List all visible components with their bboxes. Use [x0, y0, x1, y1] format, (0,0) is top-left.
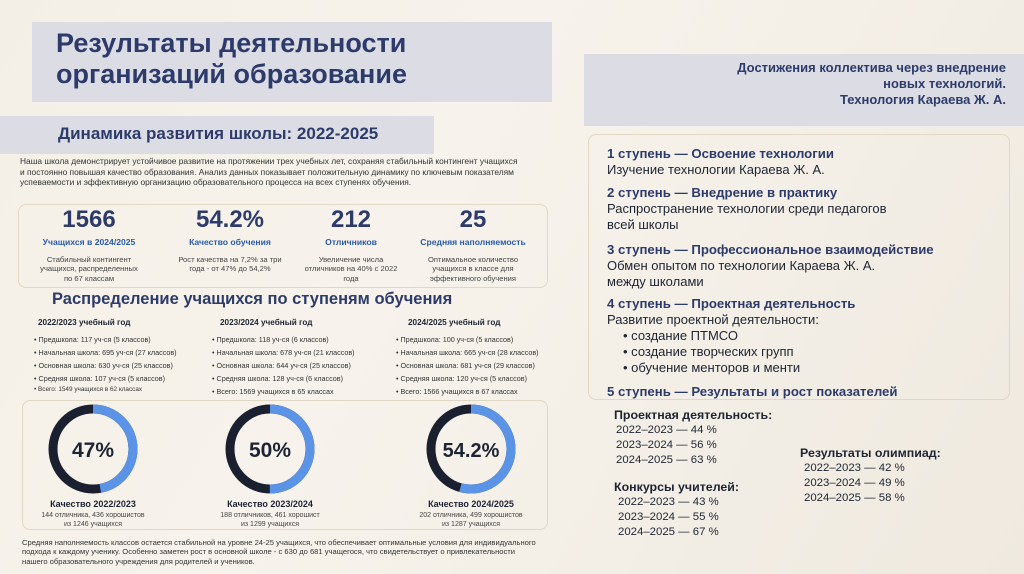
year-column-2022 — [34, 318, 224, 395]
list-item: • Основная школа: 630 уч-ся (25 классов) — [34, 359, 224, 372]
results-line: 2023–2024 — 56 % — [616, 439, 717, 451]
results-contests — [614, 480, 739, 540]
right-header-line2: новых технологий. — [883, 76, 1006, 91]
quality-donut-2024 — [391, 401, 551, 529]
stat-value: 54.2% — [195, 206, 265, 233]
page-title — [32, 22, 552, 102]
stat-note: Стабильный контингент учащихся, распределенных по 67 классам — [40, 255, 138, 283]
step-title: 1 ступень — Освоение технологии — [607, 146, 834, 161]
results-projects — [614, 408, 772, 468]
list-item: • Начальная школа: 665 уч-ся (28 классов) — [396, 346, 586, 359]
step-2 — [607, 184, 1007, 233]
intro-text: Наша школа демонстрирует устойчивое развитие на протяжении трех учебных лет, сохраняя стабильный контингент учащихся и постоянно повышая качество образования. Анализ данных показывает положительную динамику по ключевым показателям успеваемости и эффективную организацию образовательного процесса на всех ступенях обучения. — [20, 156, 518, 188]
step-body: между школами — [607, 274, 704, 289]
step-title: 2 ступень — Внедрение в практику — [607, 185, 838, 200]
year-column-2024 — [396, 318, 586, 398]
right-header-line3: Технология Караева Ж. А. — [839, 92, 1006, 107]
donut-chart — [222, 401, 318, 497]
list-item: • Предшкола: 118 уч-ся (6 классов) — [212, 333, 402, 346]
stat-excellent — [301, 205, 401, 283]
results-line: 2024–2025 — 58 % — [804, 492, 905, 504]
donut-value: 47% — [71, 439, 115, 462]
stat-value: 212 — [330, 206, 372, 233]
list-item: • Средняя школа: 128 уч-ся (6 классов) — [212, 372, 402, 385]
list-item: • Начальная школа: 695 уч-ся (27 классов) — [34, 346, 224, 359]
stat-note: Оптимальное количество учащихся в классе для эффективного обучения — [427, 255, 519, 283]
donut-label: Качество 2023/2024 — [227, 499, 313, 509]
results-line: 2023–2024 — 55 % — [618, 511, 719, 523]
stat-note: Рост качества на 7,2% за три года - от 47% до 54,2% — [178, 255, 282, 274]
step-body: Изучение технологии Караева Ж. А. — [607, 162, 825, 177]
stat-quality — [165, 205, 295, 274]
results-line: 2022–2023 — 43 % — [618, 496, 719, 508]
year-heading: 2024/2025 учебный год — [408, 318, 501, 327]
step-list — [607, 328, 1007, 376]
step-title: 5 ступень — Результаты и рост показателей — [607, 384, 898, 399]
step-4 — [607, 295, 1007, 376]
results-title: Проектная деятельность: — [614, 408, 773, 422]
stat-students — [19, 205, 159, 283]
results-title: Конкурсы учителей: — [614, 480, 740, 494]
donut-note: 188 отличников, 461 хорошист из 1299 учащихся — [220, 512, 320, 528]
list-item: • Начальная школа: 678 уч-ся (21 классов) — [212, 346, 402, 359]
quality-donuts-panel — [22, 400, 548, 530]
list-item: • Средняя школа: 120 уч-ся (5 классов) — [396, 372, 586, 385]
step-5 — [607, 383, 1007, 400]
donut-value: 50% — [248, 439, 292, 462]
year-total: • Всего: 1549 учащихся в 62 классах — [34, 385, 224, 395]
step-body: Обмен опытом по технологии Караева Ж. А. — [607, 258, 876, 273]
year-heading: 2022/2023 учебный год — [38, 318, 131, 327]
distribution-title: Распределение учащихся по ступеням обучения — [52, 290, 453, 308]
donut-chart — [423, 401, 519, 497]
donut-label: Качество 2024/2025 — [428, 499, 514, 509]
donut-value: 54.2% — [442, 440, 500, 462]
list-item: • Предшкола: 117 уч-ся (5 классов) — [34, 333, 224, 346]
step-title: 4 ступень — Проектная деятельность — [607, 296, 856, 311]
list-item: • создание ПТМСО — [623, 328, 1007, 344]
list-item: • Всего: 1569 учащихся в 65 классах — [212, 385, 402, 398]
step-body: Развитие проектной деятельности: — [607, 312, 819, 327]
right-header — [584, 54, 1024, 126]
list-item: • Средняя школа: 107 уч-ся (5 классов) — [34, 372, 224, 385]
stat-label: Учащихся в 2024/2025 — [42, 237, 136, 247]
results-line: 2024–2025 — 67 % — [618, 526, 719, 538]
step-3 — [607, 241, 1007, 290]
steps-panel — [588, 134, 1010, 400]
stat-value: 1566 — [62, 206, 116, 233]
list-item: • Основная школа: 644 уч-ся (25 классов) — [212, 359, 402, 372]
list-item: • Предшкола: 100 уч-ся (5 классов) — [396, 333, 586, 346]
results-line: 2022–2023 — 42 % — [804, 462, 905, 474]
stat-value: 25 — [459, 206, 487, 233]
results-line: 2024–2025 — 63 % — [616, 454, 717, 466]
stat-note: Увеличение числа отличников на 40% с 2022 года — [304, 255, 398, 283]
right-header-line1: Достижения коллектива через внедрение — [737, 60, 1006, 75]
stat-class-size — [403, 205, 543, 283]
year-heading: 2023/2024 учебный год — [220, 318, 313, 327]
quality-donut-2022 — [13, 401, 173, 529]
results-title: Результаты олимпиад: — [800, 446, 941, 460]
stat-label: Качество обучения — [189, 237, 271, 247]
donut-label: Качество 2022/2023 — [50, 499, 136, 509]
section-subtitle: Динамика развития школы: 2022-2025 — [0, 116, 434, 154]
results-line: 2023–2024 — 49 % — [804, 477, 905, 489]
donut-note: 202 отличника, 499 хорошистов из 1287 учащихся — [419, 512, 523, 528]
year-column-2023 — [212, 318, 402, 398]
results-line: 2022–2023 — 44 % — [616, 424, 717, 436]
list-item: • Основная школа: 681 уч-ся (29 классов) — [396, 359, 586, 372]
stat-label: Средняя наполняемость — [420, 237, 526, 247]
step-title: 3 ступень — Профессиональное взаимодействие — [607, 242, 934, 257]
step-body: Распространение технологии среди педагогов — [607, 201, 887, 216]
results-olympiads — [800, 446, 941, 506]
donut-note: 144 отличника, 436 хорошистов из 1246 учащихся — [41, 512, 145, 528]
stats-panel — [18, 204, 548, 288]
list-item: • создание творческих групп — [623, 344, 1007, 360]
quality-donut-2023 — [190, 401, 350, 529]
step-1 — [607, 145, 1007, 178]
donut-chart — [45, 401, 141, 497]
list-item: • обучение менторов и менти — [623, 360, 1007, 376]
step-body: всей школы — [607, 217, 679, 232]
list-item: • Всего: 1566 учащихся в 67 классах — [396, 385, 586, 398]
page-title-line1: Результаты деятельности — [56, 28, 407, 58]
bottom-note: Средняя наполняемость классов остается стабильной на уровне 24-25 учащихся, что обеспечивает оптимальные условия для индивидуального подхода к каждому ученику. Особенно заметен рост в основной школе - с 630 до 681 учащегося, что свидетельствует о привлекательности нашего образовательного учреждения для родителей и учеников. — [22, 538, 536, 566]
page-title-line2: организаций образование — [56, 59, 407, 89]
stat-label: Отличников — [325, 237, 377, 247]
